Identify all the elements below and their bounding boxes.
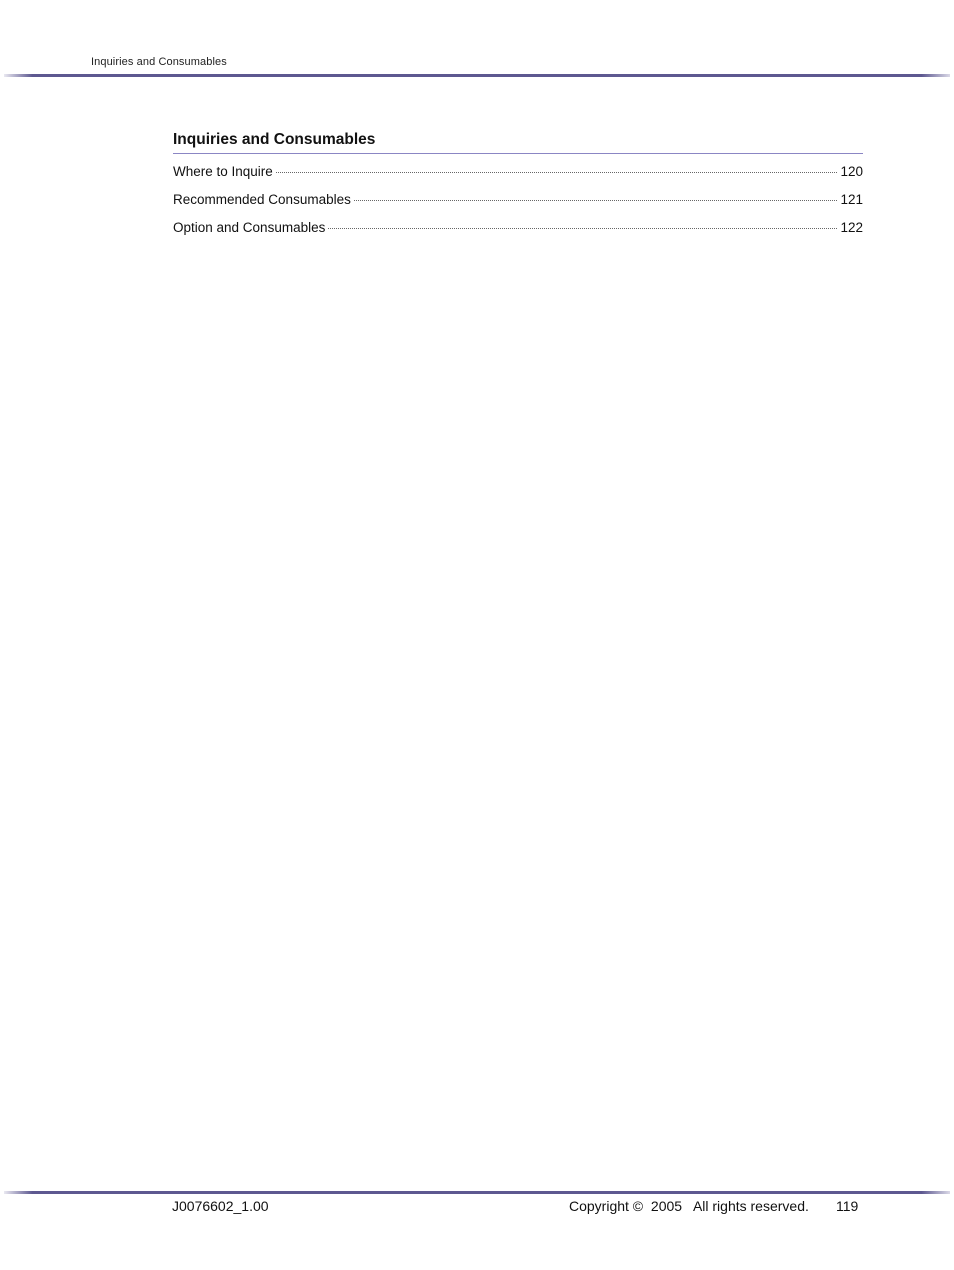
table-of-contents xyxy=(173,131,863,248)
toc-entry-label[interactable]: Recommended Consumables xyxy=(173,192,351,207)
footer-rule xyxy=(4,1191,950,1194)
document-id: J0076602_1.00 xyxy=(172,1198,269,1214)
dot-leader xyxy=(328,228,837,229)
toc-entry-label[interactable]: Option and Consumables xyxy=(173,220,326,235)
running-header: Inquiries and Consumables xyxy=(91,56,227,68)
toc-entry-where-to-inquire[interactable] xyxy=(173,164,863,192)
dot-leader xyxy=(276,172,838,173)
page-number: 119 xyxy=(836,1198,859,1214)
toc-entry-page[interactable]: 120 xyxy=(840,164,863,179)
toc-entry-recommended-consumables[interactable] xyxy=(173,192,863,220)
toc-entry-page[interactable]: 121 xyxy=(840,192,863,207)
dot-leader xyxy=(354,200,838,201)
toc-title: Inquiries and Consumables xyxy=(173,131,863,154)
toc-entry-option-and-consumables[interactable] xyxy=(173,220,863,248)
toc-entry-page[interactable]: 122 xyxy=(840,220,863,235)
toc-entry-label[interactable]: Where to Inquire xyxy=(173,164,273,179)
toc-list xyxy=(173,164,863,248)
copyright-notice: Copyright © 2005 All rights reserved. xyxy=(569,1198,809,1214)
header-rule xyxy=(4,74,950,77)
